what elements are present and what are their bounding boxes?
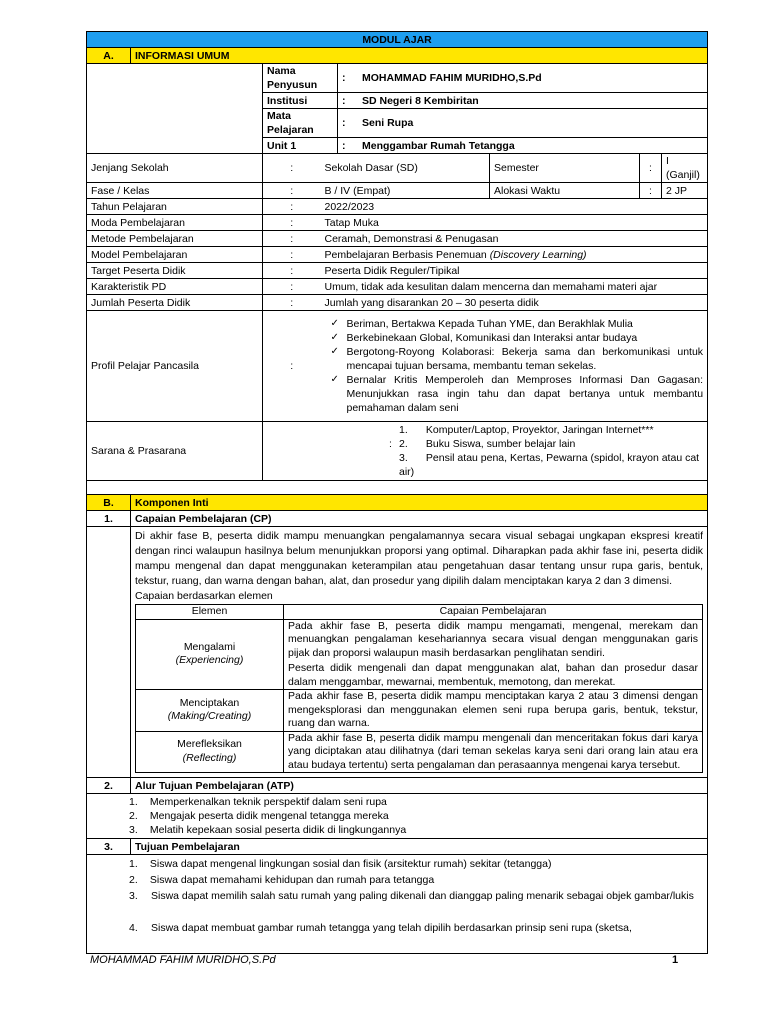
tahun-value: 2022/2023 (321, 199, 708, 215)
list-item: 3. Melatih kepekaan sosial peserta didik di lingkungannya (129, 824, 407, 836)
list-item: ✓ Berkebinekaan Global, Komunikasi dan Interaksi antar budaya (325, 331, 704, 345)
section-b-letter: B. (87, 495, 131, 511)
tp-number: 3. (87, 839, 131, 855)
tp-title: Tujuan Pembelajaran (131, 839, 708, 855)
identity-value: Seni Rupa (362, 117, 414, 129)
section-a-title: INFORMASI UMUM (131, 48, 708, 64)
cp-element-table (135, 604, 703, 773)
list-item: 2. Mengajak peserta didik mengenal tetangga mereka (129, 810, 389, 822)
doc-title: MODUL AJAR (87, 32, 708, 48)
moda-value: Tatap Muka (321, 215, 708, 231)
list-item: ✓ Bergotong-Royong Kolaborasi: Bekerja sama dan berkomunikasi untuk mencapai tujuan bersama, membantu teman sekelas. (325, 345, 704, 373)
page-number: 1 (672, 954, 679, 966)
fase-value: B / IV (Empat) (321, 183, 490, 199)
metode-value: Ceramah, Demonstrasi & Penugasan (321, 231, 708, 247)
model-value: Pembelajaran Berbasis Penemuan (324, 248, 487, 261)
model-label: Model Pembelajaran (87, 247, 263, 263)
identity-label: Unit 1 (263, 138, 338, 154)
moda-label: Moda Pembelajaran (87, 215, 263, 231)
list-item: 2. Siswa dapat memahami kehidupan dan rumah para tetangga (129, 874, 435, 886)
cp-subtitle: Capaian berdasarkan elemen (135, 590, 273, 602)
metode-label: Metode Pembelajaran (87, 231, 263, 247)
profil-label: Profil Pelajar Pancasila (87, 311, 263, 422)
modul-table: MODUL AJAR A. INFORMASI UMUM Nama Penyusun : MOHAMMAD FAHIM MURIDHO,S.Pd Institusi : SD Negeri 8 Kembiritan Mata Pelajaran : Seni Rupa Unit 1 : Menggambar Rumah Tetangga Jenjang Sekolah : Sekolah Dasar (SD) Semester : I (Ganjil) Fase / Kelas : B / IV (Empat) Alokasi Waktu : 2 JP Tahun Pelajaran : 2022/2023 Moda Pembelajaran : Tatap Muka Metode Pembelajaran : Ceramah, Demonstrasi & Penugasan Model Pembelajaran : Pembelajaran Berbasis Penemuan (Discovery Learning) Target Peserta Didik : Peserta Didik Reguler/Tipikal Karakteristik PD : Umum, tidak ada kesulitan dalam mencerna dan memahami materi ajar Jumlah Peserta Didik : Jumlah yang disarankan 20 – 30 peserta didik Profil Pelajar Pancasila : ✓ Beriman, Bertakwa Kepada Tuhan YME, dan Berakhlak Mulia ✓ Berkebinekaan Global, Komunikasi dan Interaksi antar budaya ✓ Bergotong-Royong Kolaborasi: Bekerja sama dan berkomunikasi untuk mencapai tujuan bersama, membantu teman sekelas. ✓ Bernalar Kritis Memperoleh dan Memproses Informasi Dan Gagasan: Menunjukkan rasa ingin tahu dan dapat bertanya untuk membantu pemahaman dalam seni Sarana & Prasarana 1. Komputer/Laptop, Proyektor, Jaringan Internet*** : 2. Buku Siswa, sumber belajar lain 3. Pensil atau pena, Kertas, Pewarna (spidol, krayon atau cat air) B. Komponen Inti 1. Capaian Pembelajaran (CP) Di akhir fase B, peserta didik mampu menuangkan pengalamannya secara visual sebagai ungkapan ekspresi kreatif dengan rinci walaupun hasilnya belum menunjukkan proporsi yang optimal. Diharapkan pada akhir fase ini, peserta didik mampu mengenal dan dapat menggunakan keterampilan atau pengetahuan dasar tentang unsur rupa garis, bentuk, tekstur, ruang, dan warna dengan bahan, alat, dan prosedur yang dipilih dalam menciptakan karya 2 dan 3 dimensi. Capaian berdasarkan elemen Elemen Capaian Pembelajaran Mengalami (Experiencing) Pada akhir fase B, peserta didik mampu mengamati, mengenal, merekam dan menuangkan pengalaman kesehariannya secara visual dengan menggunakan garis pijak dan proporsi walaupun masih berdasarkan penglihatan sendiri. Peserta didik mengenali dan dapat menggunakan alat, bahan dan prosedur dasar dalam menggambar, mewarnai, membentuk, memotong, dan merekat. Menciptakan (Making/Creating) Pada akhir fase B, peserta didik mampu menciptakan karya 2 atau 3 dimensi dengan mengeksplorasi dan menggunakan elemen seni rupa berupa garis, bentuk, tekstur, ruang dan warna. Merefleksikan (Reflecting) Pada akhir fase B, peserta didik mampu mengenali dan menceritakan fokus dari karya yang diciptakan atau dilihatnya (dari teman sekelas karya seni dari orang lain atau era atau budaya tertentu) serta pengalaman dan perasaannya mengenai karya tersebut. 2. Alur Tujuan Pembelajaran (ATP) 1. Memperkenalkan teknik perspektif dalam seni rupa 2. Mengajak peserta didik mengenal tetangga mereka 3. Melatih kepekaan sosial peserta didik di lingkungannya 3. Tujuan Pembelajaran 1. Siswa dapat mengenal lingkungan sosial dan fisik (arsitektur rumah) sekitar (tetangga) 2. Siswa dapat memahami kehidupan dan rumah para tetangga 3. Siswa dapat memilih salah satu rumah yang paling dikenali dan dianggap paling menarik sebagai objek gambar/lukis 4. Siswa dapat membuat gambar rumah tetangga yang telah dipilih berdasarkan prinsip seni rupa (sketsa, (86, 31, 708, 954)
list-item: 3. Siswa dapat memilih salah satu rumah yang paling dikenali dan dianggap paling menarik sebagai objek gambar/lukis (129, 890, 694, 902)
alokasi-value: 2 JP (662, 183, 708, 199)
jumlah-label: Jumlah Peserta Didik (87, 295, 263, 311)
identity-value: MOHAMMAD FAHIM MURIDHO,S.Pd (362, 72, 542, 84)
footer-author: MOHAMMAD FAHIM MURIDHO,S.Pd (90, 954, 276, 966)
table-row: Menciptakan (Making/Creating) Pada akhir fase B, peserta didik mampu menciptakan karya 2 atau 3 dimensi dengan mengeksplorasi dan menggunakan elemen seni rupa berupa garis, bentuk, tekstur, ruang dan warna. (136, 690, 703, 732)
semester-label: Semester (490, 154, 640, 183)
jenjang-value: Sekolah Dasar (SD) (321, 154, 490, 183)
section-b-title: Komponen Inti (131, 495, 708, 511)
list-item: 1. Komputer/Laptop, Proyektor, Jaringan Internet*** (399, 424, 654, 436)
identity-label: Mata Pelajaran (263, 109, 338, 138)
identity-value: Menggambar Rumah Tetangga (362, 139, 515, 152)
section-a-letter: A. (87, 48, 131, 64)
sarana-list (263, 422, 708, 481)
document-page (86, 31, 707, 954)
list-item: 1. Memperkenalkan teknik perspektif dalam seni rupa (129, 796, 387, 808)
karakter-label: Karakteristik PD (87, 279, 263, 295)
cp-title: Capaian Pembelajaran (CP) (131, 511, 708, 527)
semester-value: I (Ganjil) (662, 154, 708, 183)
jenjang-label: Jenjang Sekolah (87, 154, 263, 183)
tahun-label: Tahun Pelajaran (87, 199, 263, 215)
list-item: 3. Pensil atau pena, Kertas, Pewarna (spidol, krayon atau cat air) (399, 452, 700, 478)
cp-number: 1. (87, 511, 131, 527)
identity-label: Institusi (263, 93, 338, 109)
atp-title: Alur Tujuan Pembelajaran (ATP) (131, 778, 708, 794)
list-item: ✓ Bernalar Kritis Memperoleh dan Memproses Informasi Dan Gagasan: Menunjukkan rasa ingin tahu dan dapat bertanya untuk membantu pemahaman dalam seni (325, 373, 704, 415)
identity-value: SD Negeri 8 Kembiritan (362, 94, 479, 107)
tp-list (87, 855, 708, 954)
list-item: ✓ Beriman, Bertakwa Kepada Tuhan YME, dan Berakhlak Mulia (325, 317, 704, 331)
sarana-label: Sarana & Prasarana (87, 422, 263, 481)
alokasi-label: Alokasi Waktu (490, 183, 640, 199)
list-item: : 2. Buku Siswa, sumber belajar lain (389, 438, 576, 450)
column-header: Capaian Pembelajaran (284, 605, 703, 620)
list-item: 4. Siswa dapat membuat gambar rumah tetangga yang telah dipilih berdasarkan prinsip seni rupa (sketsa, (129, 922, 632, 934)
table-row: Merefleksikan (Reflecting) Pada akhir fase B, peserta didik mampu mengenali dan menceritakan fokus dari karya yang diciptakan atau dilihatnya (dari teman sekelas karya seni dari orang lain atau era atau budaya tertentu) serta pengalaman dan perasaannya mengenai karya tersebut. (136, 731, 703, 773)
list-item: 1. Siswa dapat mengenal lingkungan sosial dan fisik (arsitektur rumah) sekitar (tetangga) (129, 858, 552, 870)
atp-list (87, 794, 708, 839)
cp-text: Di akhir fase B, peserta didik mampu menuangkan pengalamannya secara visual sebagai ungkapan ekspresi kreatif dengan rinci walaupun hasilnya belum menunjukkan proporsi yang optimal. Diharapkan pada akhir fase ini, peserta didik mampu mengenal dan dapat menggunakan keterampilan atau pengetahuan dasar tentang unsur rupa garis, bentuk, tekstur, ruang, dan warna dengan bahan, alat, dan prosedur yang dipilih dalam menciptakan karya 2 dan 3 dimensi. (135, 530, 704, 587)
table-row: Mengalami (Experiencing) Pada akhir fase B, peserta didik mampu mengamati, mengenal, merekam dan menuangkan pengalaman kesehariannya secara visual dengan menggunakan garis pijak dan proporsi walaupun masih berdasarkan penglihatan sendiri. Peserta didik mengenali dan dapat menggunakan alat, bahan dan prosedur dasar dalam menggambar, mewarnai, membentuk, memotong, dan merekat. (136, 619, 703, 690)
profil-list (325, 317, 704, 415)
jumlah-value: Jumlah yang disarankan 20 – 30 peserta didik (321, 295, 708, 311)
column-header: Elemen (136, 605, 284, 620)
karakter-value: Umum, tidak ada kesulitan dalam mencerna dan memahami materi ajar (321, 279, 708, 295)
target-label: Target Peserta Didik (87, 263, 263, 279)
atp-number: 2. (87, 778, 131, 794)
model-value-italic: (Discovery Learning) (489, 248, 587, 261)
target-value: Peserta Didik Reguler/Tipikal (321, 263, 708, 279)
fase-label: Fase / Kelas (87, 183, 263, 199)
identity-label: Nama Penyusun (263, 64, 338, 93)
